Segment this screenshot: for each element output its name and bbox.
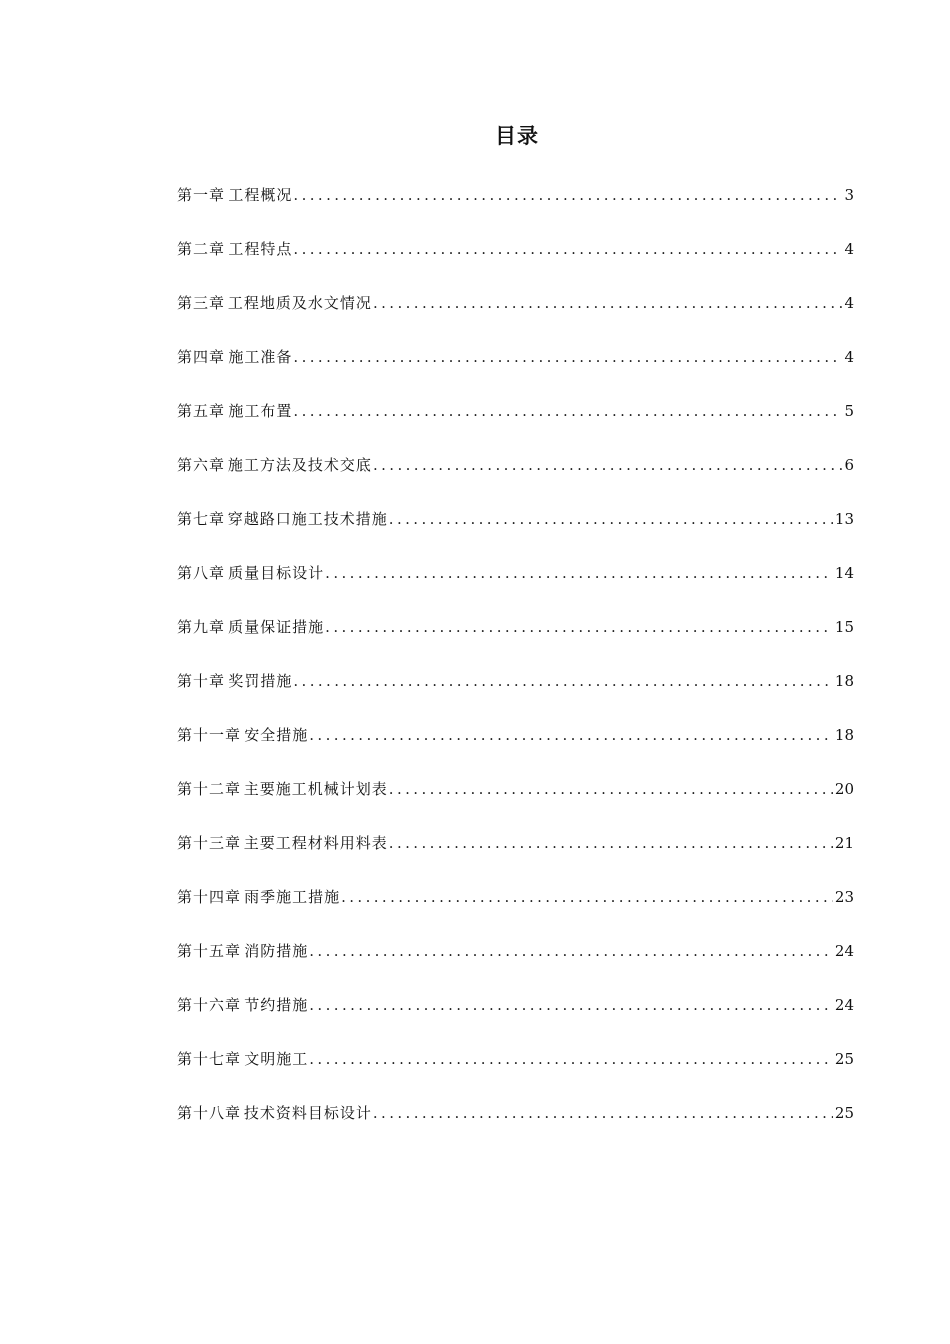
dot-leader [293,343,842,371]
toc-page-number: 3 [844,186,854,204]
toc-chapter-heading: 雨季施工措施 [244,888,341,906]
dot-leader [309,991,833,1019]
toc-page-number: 4 [844,294,854,312]
toc-chapter-number: 第六章 [177,456,226,474]
dot-leader [309,721,833,749]
toc-chapter-number: 第十章 [177,672,226,690]
toc-page-number: 25 [834,1104,854,1122]
toc-chapter-heading: 技术资料目标设计 [243,1104,372,1122]
toc-chapter-heading: 施工准备 [228,348,293,366]
toc-page-number: 13 [834,510,854,528]
toc-chapter-heading: 文明施工 [244,1050,309,1068]
toc-entry[interactable] [177,559,854,613]
dot-leader [373,451,843,479]
toc-page-number: 15 [834,618,854,636]
toc-chapter-number: 第三章 [177,294,226,312]
dot-leader [389,775,833,803]
toc-chapter-heading: 节约措施 [244,996,309,1014]
dot-leader [325,613,833,641]
toc-chapter-heading: 穿越路口施工技术措施 [227,510,388,528]
toc-chapter-heading: 主要施工机械计划表 [243,780,388,798]
toc-entry[interactable] [177,397,854,451]
toc-page-number: 24 [834,942,854,960]
toc-entry[interactable] [177,1045,854,1099]
toc-chapter-heading: 安全措施 [244,726,309,744]
toc-chapter-number: 第一章 [177,186,226,204]
toc-chapter-number: 第十四章 [177,888,242,906]
toc-entry[interactable] [177,505,854,559]
toc-entry[interactable] [177,829,854,883]
dot-leader [389,829,833,857]
toc-page-number: 4 [844,240,854,258]
toc-chapter-heading: 主要工程材料用料表 [243,834,388,852]
toc-entry[interactable] [177,343,854,397]
toc-entry[interactable] [177,883,854,937]
toc-chapter-number: 第九章 [177,618,226,636]
toc-entry[interactable] [177,667,854,721]
toc-entry[interactable] [177,775,854,829]
toc-entry[interactable] [177,181,854,235]
dot-leader [293,235,842,263]
toc-entry[interactable] [177,1099,854,1153]
toc-chapter-number: 第十五章 [177,942,242,960]
dot-leader [309,1045,833,1073]
toc-entry[interactable] [177,937,854,991]
toc-page-number: 21 [834,834,854,852]
toc-chapter-number: 第十六章 [177,996,242,1014]
toc-chapter-number: 第五章 [177,402,226,420]
toc-page-number: 23 [834,888,854,906]
toc-page-number: 18 [834,672,854,690]
page-title: 目录 [495,124,539,148]
toc-chapter-number: 第七章 [177,510,226,528]
dot-leader [309,937,833,965]
toc-entry[interactable] [177,451,854,505]
toc-chapter-number: 第十二章 [177,780,242,798]
toc-chapter-number: 第十一章 [177,726,242,744]
dot-leader [325,559,833,587]
toc-page-number: 6 [844,456,854,474]
toc-entry[interactable] [177,235,854,289]
toc-chapter-number: 第十三章 [177,834,242,852]
toc-chapter-heading: 质量目标设计 [228,564,325,582]
toc-page-number: 20 [834,780,854,798]
toc-chapter-heading: 工程特点 [228,240,293,258]
toc-page-number: 4 [844,348,854,366]
toc-entry[interactable] [177,613,854,667]
toc-page-number: 14 [834,564,854,582]
toc-chapter-number: 第二章 [177,240,226,258]
toc-chapter-heading: 工程概况 [228,186,293,204]
toc-page-number: 25 [834,1050,854,1068]
toc-chapter-heading: 施工布置 [228,402,293,420]
dot-leader [389,505,833,533]
toc-chapter-heading: 施工方法及技术交底 [227,456,372,474]
toc-chapter-heading: 奖罚措施 [228,672,293,690]
toc-entry[interactable] [177,991,854,1045]
toc-chapter-heading: 质量保证措施 [228,618,325,636]
dot-leader [293,181,842,209]
toc-chapter-number: 第十八章 [177,1104,242,1122]
dot-leader [293,397,842,425]
toc-chapter-number: 第八章 [177,564,226,582]
toc-chapter-heading: 工程地质及水文情况 [227,294,372,312]
dot-leader [373,1099,833,1127]
toc-page-number: 18 [834,726,854,744]
dot-leader [373,289,843,317]
toc-page-number: 5 [844,402,854,420]
dot-leader [341,883,833,911]
toc-entry[interactable] [177,289,854,343]
toc-chapter-number: 第十七章 [177,1050,242,1068]
toc-page-number: 24 [834,996,854,1014]
dot-leader [293,667,833,695]
toc-chapter-heading: 消防措施 [244,942,309,960]
table-of-contents [177,181,854,1153]
toc-chapter-number: 第四章 [177,348,226,366]
toc-entry[interactable] [177,721,854,775]
